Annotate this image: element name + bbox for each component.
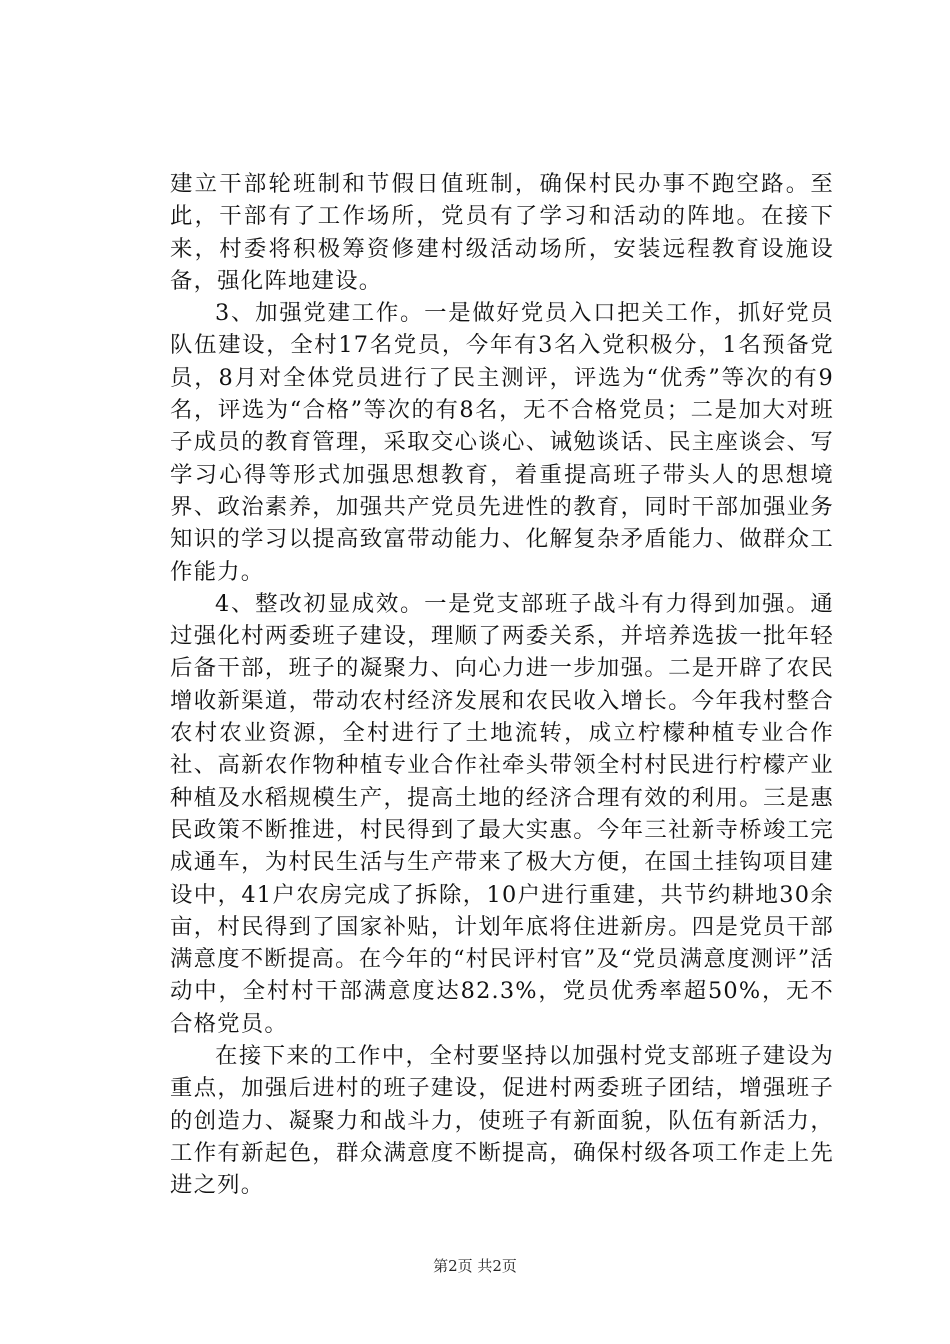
paragraph-rectification-results: 4、整改初显成效。一是党支部班子战斗有力得到加强。通过强化村两委班子建设，理顺了两委关系，并培养选拔一批年轻后备干部，班子的凝聚力、向心力进一步加强。二是开辟了农民增收新渠道，带动农村经济发展和农民收入增长。今年我村整合农村农业资源，全村进行了土地流转，成立柠檬种植专业合作社、高新农作物种植专业合作社牵头带领全村村民进行柠檬产业种植及水稻规模生产，提高土地的经济合理有效的利用。三是惠民政策不断推进，村民得到了最大实惠。今年三社新寺桥竣工完成通车，为村民生活与生产带来了极大方便，在国土挂钩项目建设中，41户农房完成了拆除，10户进行重建，共节约耕地30余亩，村民得到了国家补贴，计划年底将住进新房。四是党员干部满意度不断提高。在今年的“村民评村官”及“党员满意度测评”活动中，全村村干部满意度达82.3%，党员优秀率超50%，无不合格党员。 <box>170 590 834 1037</box>
paragraph-intro-continuation: 建立干部轮班制和节假日值班制，确保村民办事不跑空路。至此，干部有了工作场所，党员有了学习和活动的阵地。在接下来，村委将积极筹资修建村级活动场所，安装远程教育设施设备，强化阵地建设。 <box>170 171 834 294</box>
paragraph-future-work: 在接下来的工作中，全村要坚持以加强村党支部班子建设为重点，加强后进村的班子建设，促进村两委班子团结，增强班子的创造力、凝聚力和战斗力，使班子有新面貌，队伍有新活力，工作有新起色，群众满意度不断提高，确保村级各项工作走上先进之列。 <box>170 1043 834 1199</box>
paragraph-party-building: 3、加强党建工作。一是做好党员入口把关工作，抓好党员队伍建设，全村17名党员，今年有3名入党积极分，1名预备党员，8月对全体党员进行了民主测评，评选为“优秀”等次的有9名，评选为“合格”等次的有8名，无不合格党员；二是加大对班子成员的教育管理，采取交心谈心、诫勉谈话、民主座谈会、写学习心得等形式加强思想教育，着重提高班子带头人的思想境界、政治素养，加强共产党员先进性的教育，同时干部加强业务知识的学习以提高致富带动能力、化解复杂矛盾能力、做群众工作能力。 <box>170 300 834 585</box>
document-body <box>170 168 834 1202</box>
page-number-footer: 第2页 共2页 <box>433 1257 517 1275</box>
